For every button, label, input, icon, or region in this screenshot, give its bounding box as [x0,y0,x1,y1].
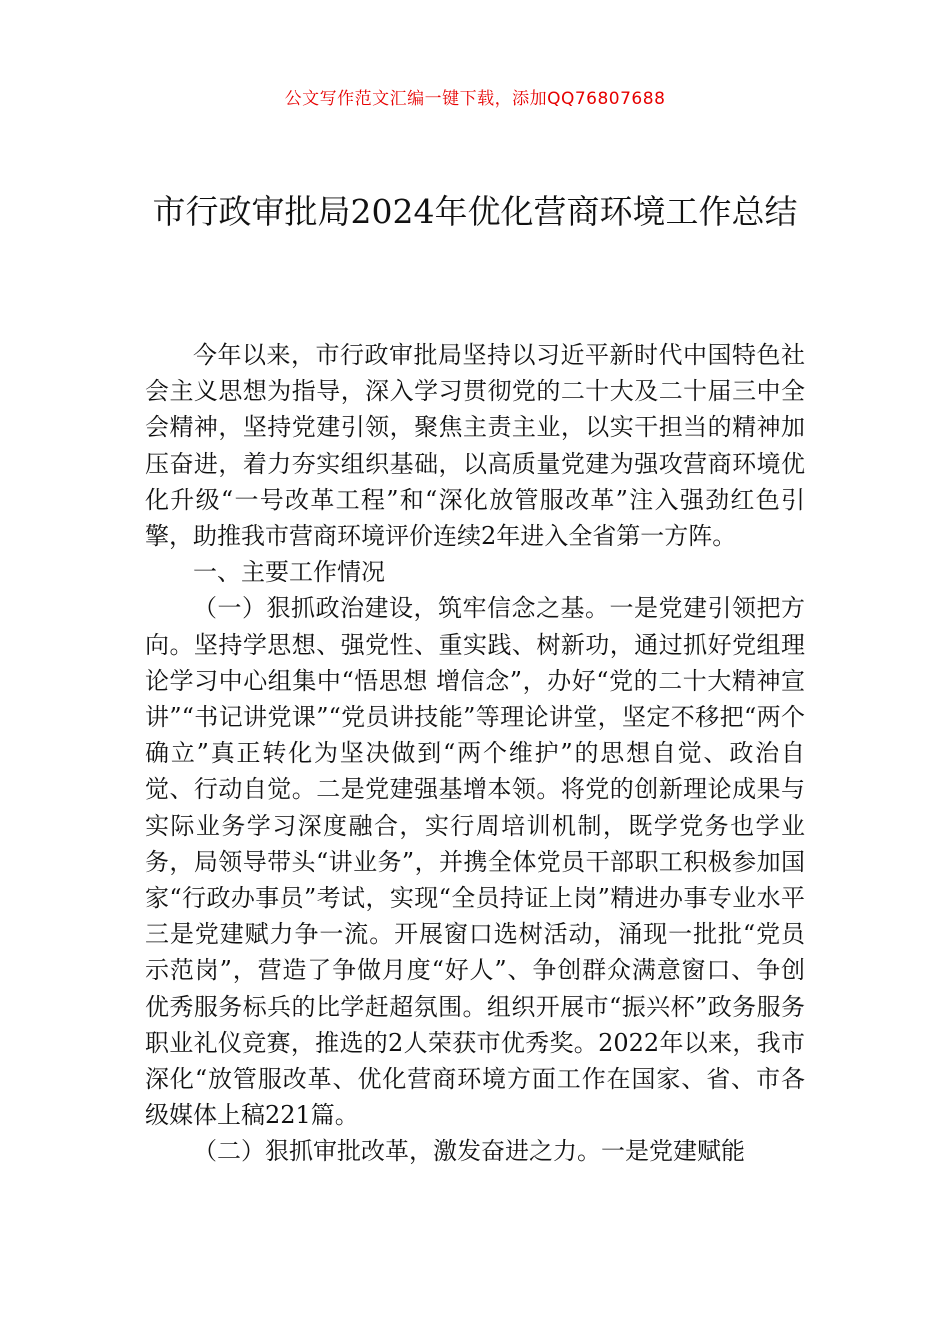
section-heading: 一、主要工作情况 [193,558,385,587]
document-body [145,337,805,1170]
document-title: 市行政审批局2024年优化营商环境工作总结 [152,192,798,231]
intro-paragraph: 今年以来，市行政审批局坚持以习近平新时代中国特色社会主义思想为指导，深入学习贯彻党的二十大及二十届三中全会精神，坚持党建引领，聚焦主责主业，以实干担当的精神加压奋进，着力夯实组织基础，以高质量党建为强攻营商环境优化升级“一号改革工程”和“深化放管服改革”注入强劲红色引擎，助推我市营商环境评价连续2年进入全省第一方阵。 [145,341,805,551]
header-note: 公文写作范文汇编一键下载，添加QQ76807688 [284,89,666,109]
body-paragraph: （二）狠抓审批改革，激发奋进之力。一是党建赋能 [193,1137,745,1166]
body-paragraph: （一）狠抓政治建设，筑牢信念之基。一是党建引领把方向。坚持学思想、强党性、重实践、树新功，通过抓好党组理论学习中心组集中“悟思想 增信念”，办好“党的二十大精神宣讲”“书记讲党课”“党员讲技能”等理论讲堂，坚定不移把“两个确立”真正转化为坚决做到“两个维护”的思想自觉、政治自觉、行动自觉。二是党建强基增本领。将党的创新理论成果与实际业务学习深度融合，实行周培训机制，既学党务也学业务，局领导带头“讲业务”，并携全体党员干部职工积极参加国家“行政办事员”考试，实现“全员持证上岗”精进办事专业水平三是党建赋力争一流。开展窗口选树活动，涌现一批批“党员示范岗”，营造了争做月度“好人”、争创群众满意窗口、争创优秀服务标兵的比学赶超氛围。组织开展市“振兴杯”政务服务职业礼仪竞赛，推选的2人荣获市优秀奖。2022年以来，我市深化“放管服改革、优化营商环境方面工作在国家、省、市各级媒体上稿221篇。 [145,594,805,1130]
